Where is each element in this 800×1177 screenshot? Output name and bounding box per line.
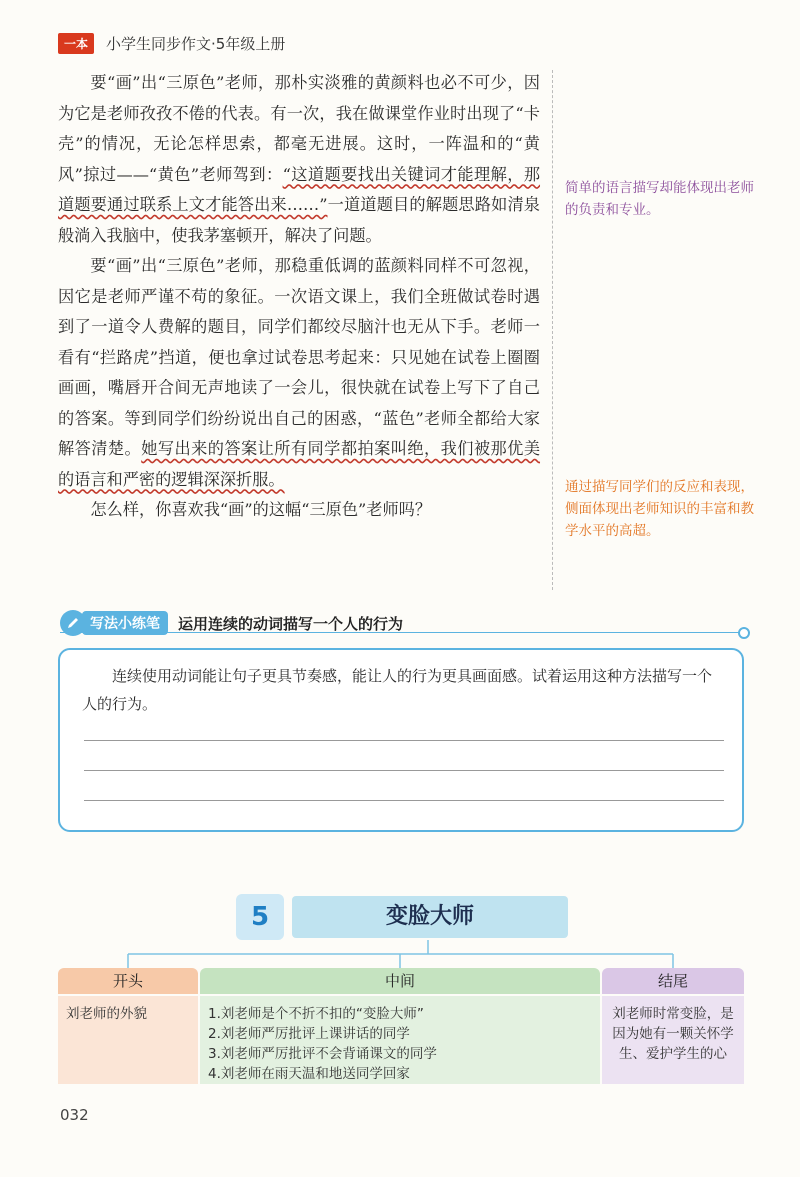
- paragraph-3: 怎么样，你喜欢我“画”的这幅“三原色”老师吗？: [90, 500, 432, 519]
- writing-line[interactable]: [84, 770, 724, 771]
- practice-instruction: 连续使用动词能让句子更具节奏感，能让人的行为更具画面感。试着运用这种方法描写一个人的行为。: [82, 667, 713, 713]
- page-number: 032: [60, 1106, 89, 1124]
- writing-line[interactable]: [84, 800, 724, 801]
- brand-logo: 一本: [58, 33, 94, 54]
- margin-divider: [552, 70, 553, 590]
- practice-topic: 运用连续的动词描写一个人的行为: [178, 614, 404, 633]
- underlined-quote-1: “这道题要找出关键词才能理解，那道题要通过联系上文才能答出来……”: [58, 164, 541, 214]
- outline-middle-item: 4.刘老师在雨天温和地送同学回家: [208, 1066, 410, 1082]
- page-header: [58, 32, 285, 54]
- outline-middle-item: 3.刘老师严厉批评不会背诵课文的同学: [208, 1046, 437, 1062]
- paragraph-2-text-a: 要“画”出“三原色”老师，那稳重低调的蓝颜料同样不可忽视，因它是老师严谨不苟的象征。一次语文课上，我们全班做试卷时遇到了一道令人费解的题目，同学们都绞尽脑汁也无从下手。老师一看有“拦路虎”挡道，便也拿过试卷思考起来：只见她在试卷上圈圈画画，嘴唇开合间无声地读了一会儿，很快就在试卷上写下了自己的答案。等到同学们纷纷说出自己的困惑，“蓝色”老师全都给大家解答清楚。: [58, 256, 540, 458]
- outline-body-middle: [200, 996, 600, 1084]
- outline-body-beginning: 刘老师的外貌: [58, 996, 198, 1084]
- book-title: 小学生同步作文·5年级上册: [106, 34, 286, 53]
- paragraph-1: [58, 68, 540, 251]
- practice-rule: [60, 632, 740, 633]
- essay-body: [58, 68, 540, 526]
- writing-line[interactable]: [84, 740, 724, 741]
- outline-middle-item: 1.刘老师是个不折不扣的“变脸大师”: [208, 1006, 424, 1022]
- outline-body-ending: 刘老师时常变脸，是因为她有一颗关怀学生、爱护学生的心: [602, 996, 744, 1084]
- annotation-note-2: 通过描写同学们的反应和表现，侧面体现出老师知识的丰富和教学水平的高超。: [565, 479, 754, 539]
- paragraph-2: [58, 251, 540, 495]
- outline-connector: [58, 940, 744, 970]
- practice-badge: 写法小练笔: [82, 611, 168, 635]
- outline-middle-item: 2.刘老师严厉批评上课讲话的同学: [208, 1026, 410, 1042]
- underlined-quote-2: 她写出来的答案让所有同学都拍案叫绝，我们被那优美的语言和严密的逻辑深深折服。: [58, 439, 541, 489]
- paragraph-1-text-a: 要“画”出“三原色”老师，那朴实淡雅的黄颜料也必不可少，因为它是老师孜孜不倦的代表。有一次，我在做课堂作业时出现了“卡壳”的情况，无论怎样思索，都毫无进展。这时，一阵温和的“黄风”掠过——“黄色”老师驾到：: [58, 73, 540, 184]
- outline-number: 5: [236, 894, 284, 940]
- outline-head-middle: 中间: [200, 968, 600, 994]
- outline-head-ending: 结尾: [602, 968, 744, 994]
- outline-title: 变脸大师: [385, 904, 474, 929]
- outline-head-beginning: 开头: [58, 968, 198, 994]
- annotation-note-1: 简单的语言描写却能体现出老师的负责和专业。: [565, 180, 754, 218]
- practice-box: [58, 648, 744, 832]
- paragraph-1-text-b: 一道道题目的解题思路如清泉般淌入我脑中，使我茅塞顿开，解决了问题。: [58, 195, 540, 245]
- practice-rule-end-dot: [738, 627, 750, 639]
